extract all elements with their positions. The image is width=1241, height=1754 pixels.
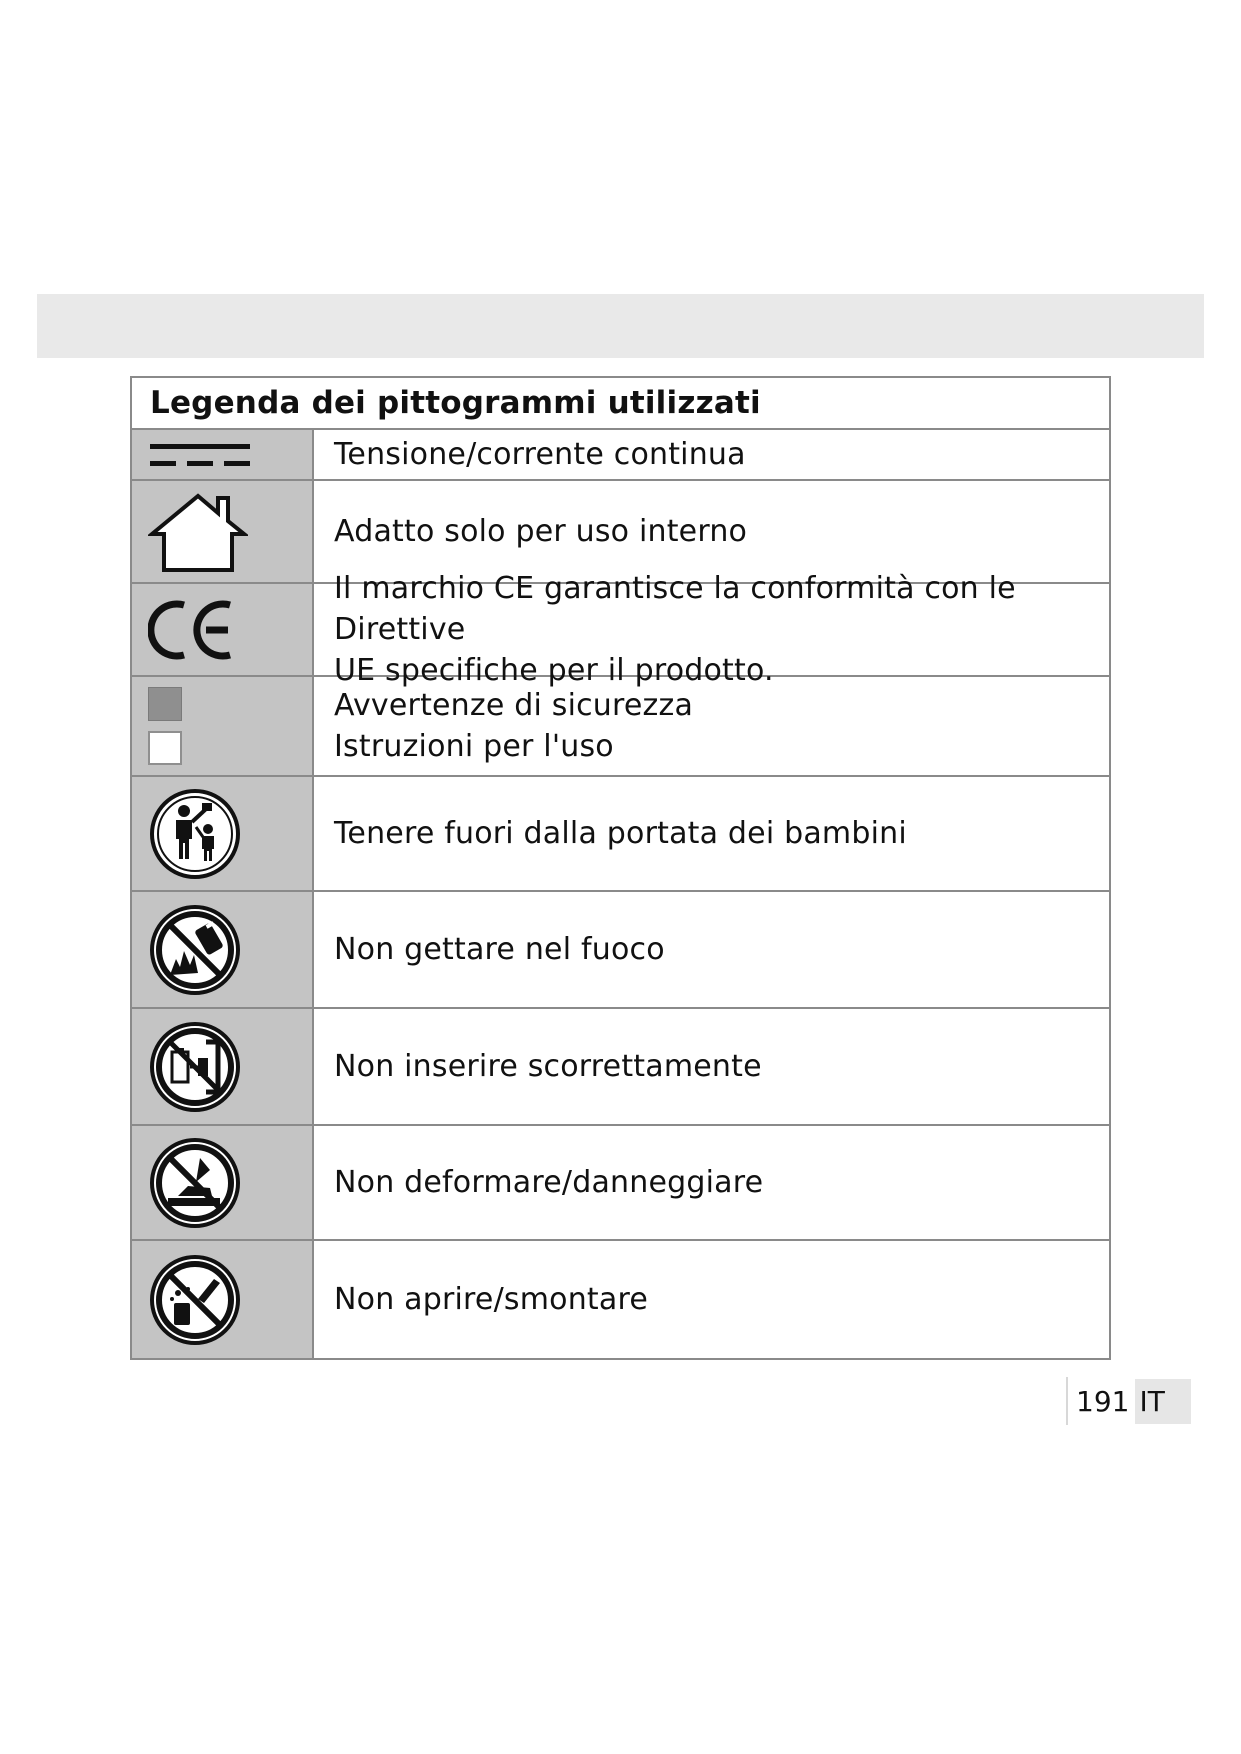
legend-row-no-wrong-insert [132,1009,1109,1126]
icon-cell [132,892,314,1007]
legend-row-safety-instructions [132,677,1109,777]
legend-text [314,892,1109,1007]
icon-cell [132,1126,314,1239]
icon-cell [132,1009,314,1124]
no-fire-icon [148,903,242,997]
icon-cell [132,777,314,890]
legend-text-line: Non deformare/danneggiare [334,1165,764,1200]
indoor-house-icon [148,490,248,574]
legend-text-line: Tensione/corrente continua [334,437,746,472]
legend-text-line: Non aprire/smontare [334,1282,648,1317]
legend-text-line: Non inserire scorrettamente [334,1049,762,1084]
legend-row-direct-current [132,430,1109,481]
legend-text [314,430,1109,479]
keep-away-children-icon [148,787,242,881]
legend-text-line: Tenere fuori dalla portata dei bambini [334,816,907,851]
header-band [37,294,1204,358]
legend-row-no-open [132,1241,1109,1358]
icon-cell [132,1241,314,1358]
no-open-icon [148,1253,242,1347]
grey-square-icon [148,687,182,721]
legend-row-ce [132,571,1109,688]
icon-cell [132,430,314,479]
no-deform-icon [148,1136,242,1230]
legend-row-no-deform [132,1126,1109,1241]
icon-cell [132,584,314,675]
page-number-footer [1066,1377,1191,1425]
legend-text [314,1009,1109,1124]
page-number: 191 [1076,1384,1130,1418]
pictogram-legend-table [130,376,1111,1360]
icon-cell [132,481,314,582]
legend-text-line: Avvertenze di sicurezza [334,688,694,723]
legend-text [314,1241,1109,1358]
legend-text [314,481,1109,582]
icon-cell [132,677,314,775]
legend-title: Legenda dei pittogrammi utilizzati [150,385,761,421]
legend-text-line: Adatto solo per uso interno [334,514,748,549]
legend-text [314,1126,1109,1239]
direct-current-icon [148,440,252,470]
white-square-icon [148,731,182,765]
legend-text-line: Il marchio CE garantisce la conformità con le Direttive [334,571,1016,647]
no-wrong-insert-icon [148,1020,242,1114]
legend-text [314,677,1109,775]
legend-text-line: UE specifiche per il prodotto. [334,653,774,688]
legend-row-children [132,777,1109,892]
ce-mark-icon [148,597,238,663]
legend-text [314,777,1109,890]
legend-title-row [132,378,1109,430]
grey-white-squares-icon [148,687,182,765]
page-language: IT [1135,1379,1190,1424]
legend-text-line: Istruzioni per l'uso [334,729,614,764]
legend-row-no-fire [132,892,1109,1009]
legend-text [314,571,1109,688]
legend-text-line: Non gettare nel fuoco [334,932,665,967]
